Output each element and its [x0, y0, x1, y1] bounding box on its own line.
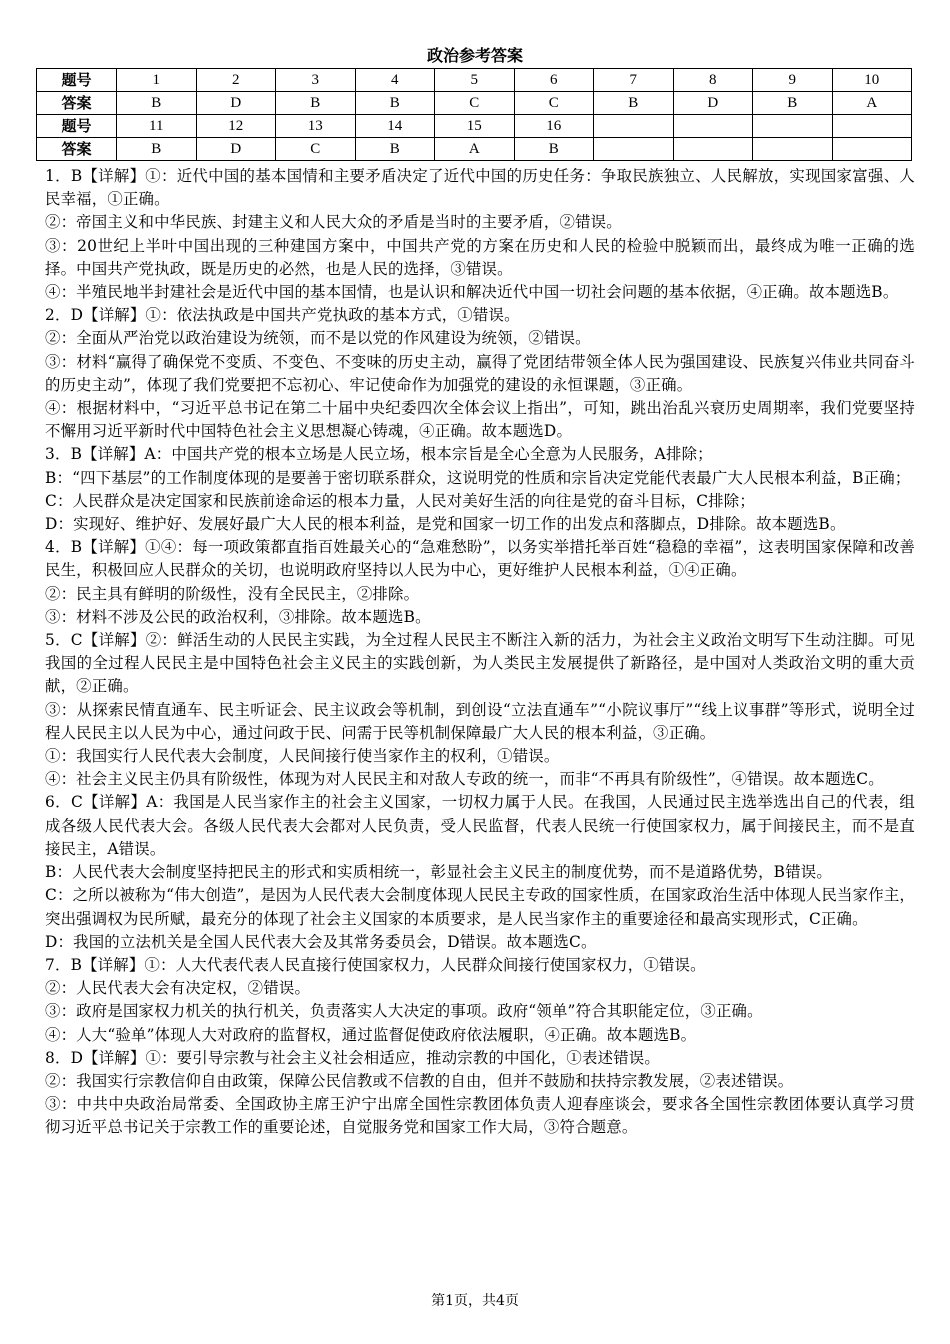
- explanation-paragraph: ③：20世纪上半叶中国出现的三种建国方案中，中国共产党的方案在历史和人民的检验中脱颖而出，最终成为唯一正确的选择。中国共产党执政，既是历史的必然，也是人民的选择，③错误。: [45, 236, 915, 278]
- answer-table-cell: 9: [753, 69, 833, 92]
- explanation-paragraph: ③：政府是国家权力机关的执行机关，负责落实人大决定的事项。政府“领单”符合其职能定位，③正确。: [45, 1002, 763, 1021]
- answer-table-cell: B: [753, 92, 833, 115]
- answer-table-cell: [594, 138, 674, 161]
- answer-table-cell: [753, 115, 833, 138]
- answer-table-cell: D: [196, 138, 276, 161]
- explanation-paragraph: ①：我国实行人民代表大会制度，人民间接行使当家作主的权利，①错误。: [45, 747, 560, 766]
- answer-table-cell: B: [594, 92, 674, 115]
- explanation-paragraph: ②：民主具有鲜明的阶级性，没有全民民主，②排除。: [45, 584, 420, 603]
- answer-table-row: [37, 138, 912, 161]
- answer-table-cell: C: [514, 92, 594, 115]
- explanation-paragraph: 1．B【详解】①：近代中国的基本国情和主要矛盾决定了近代中国的历史任务：争取民族独立、人民解放，实现国家富强、人民幸福，①正确。: [45, 167, 915, 209]
- row-header-cell: 答案: [37, 138, 117, 161]
- explanation-paragraph: 7．B【详解】①：人大代表代表人民直接行使国家权力，人民群众间接行使国家权力，①错误。: [45, 955, 706, 974]
- explanation-paragraph: ②：全面从严治党以政治建设为统领，而不是以党的作风建设为统领，②错误。: [45, 329, 591, 348]
- explanation-paragraph: ②：我国实行宗教信仰自由政策，保障公民信教或不信教的自由，但并不鼓励和扶持宗教发展，②表述错误。: [45, 1071, 794, 1090]
- explanation-paragraph: ②：帝国主义和中华民族、封建主义和人民大众的矛盾是当时的主要矛盾，②错误。: [45, 213, 622, 232]
- page-footer: 第1页，共4页: [431, 1293, 519, 1309]
- answer-table-cell: 15: [435, 115, 515, 138]
- answer-table-cell: 7: [594, 69, 674, 92]
- explanation-paragraph: 6．C【详解】A：我国是人民当家作主的社会主义国家，一切权力属于人民。在我国，人民通过民主选举选出自己的代表，组成各级人民代表大会。各级人民代表大会都对人民负责，受人民监督，代表人民统一行使国家权力，属于间接民主，而不是直接民主，A错误。: [45, 793, 915, 858]
- answer-table-cell: B: [276, 92, 356, 115]
- explanation-paragraph: ④：社会主义民主仍具有阶级性，体现为对人民民主和对敌人专政的统一，而非“不再具有阶级性”，④错误。故本题选C。: [45, 770, 884, 789]
- explanation-paragraph: B：“四下基层”的工作制度体现的是要善于密切联系群众，这说明党的性质和宗旨决定党能代表最广大人民根本利益，B正确；: [45, 468, 911, 487]
- explanation-paragraph: ②：人民代表大会有决定权，②错误。: [45, 979, 311, 998]
- explanation-paragraph: 2．D【详解】①：依法执政是中国共产党执政的基本方式，①错误。: [45, 306, 520, 325]
- answer-table-cell: [753, 138, 833, 161]
- explanation-paragraph: ③：从探索民情直通车、民主听证会、民主议政会等机制，到创设“立法直通车”“小院议事厅”“线上议事群”等形式，说明全过程人民民主以人民为中心，通过问政于民、问需于民等机制保障最广大人民的根本利益，③正确。: [45, 700, 915, 742]
- answer-table-cell: B: [514, 138, 594, 161]
- answer-table-cell: D: [673, 92, 753, 115]
- page-title: 政治参考答案: [426, 46, 523, 65]
- explanation-paragraph: ④：半殖民地半封建社会是近代中国的基本国情，也是认识和解决近代中国一切社会问题的基本依据，④正确。故本题选B。: [45, 283, 899, 302]
- answer-table-row: [37, 92, 912, 115]
- row-header-cell: 题号: [37, 115, 117, 138]
- row-header-cell: 题号: [37, 69, 117, 92]
- answer-table-cell: 2: [196, 69, 276, 92]
- answer-table-cell: [832, 138, 912, 161]
- answer-explanations: [45, 165, 915, 1140]
- explanation-paragraph: 4．B【详解】①④：每一项政策都直指百姓最关心的“急难愁盼”，以务实举措托举百姓“稳稳的幸福”，这表明国家保障和改善民生，积极回应人民群众的关切，也说明政府坚持以人民为中心，更好维护人民根本利益，①④正确。: [45, 538, 915, 580]
- explanation-paragraph: ④：人大“验单”体现人大对政府的监督权，通过监督促使政府依法履职，④正确。故本题选B。: [45, 1025, 697, 1044]
- answer-table-row: [37, 69, 912, 92]
- answer-table-cell: A: [435, 138, 515, 161]
- explanation-paragraph: ③：材料不涉及公民的政治权利，③排除。故本题选B。: [45, 607, 431, 626]
- explanation-paragraph: B：人民代表大会制度坚持把民主的形式和实质相统一，彰显社会主义民主的制度优势，而不是道路优势，B错误。: [45, 863, 832, 882]
- answer-table-cell: 11: [117, 115, 197, 138]
- answer-table-cell: 1: [117, 69, 197, 92]
- explanation-paragraph: C：之所以被称为“伟大创造”，是因为人民代表大会制度体现人民民主专政的国家性质，在国家政治生活中体现人民当家作主，突出强调权为民所赋，最充分的体现了社会主义国家的本质要求，是人民当家作主的重要途径和最高实现形式，C正确。: [45, 886, 916, 928]
- explanation-paragraph: 5．C【详解】②：鲜活生动的人民民主实践，为全过程人民民主不断注入新的活力，为社会主义政治文明写下生动注脚。可见我国的全过程人民民主是中国特色社会主义民主的实践创新，为人类民主发展提供了新路径，是中国对人类政治文明的重大贡献，②正确。: [45, 631, 915, 696]
- answer-table-cell: [673, 115, 753, 138]
- explanation-paragraph: 8．D【详解】①：要引导宗教与社会主义社会相适应，推动宗教的中国化，①表述错误。: [45, 1048, 660, 1067]
- answer-table-cell: B: [117, 92, 197, 115]
- explanation-paragraph: D：我国的立法机关是全国人民代表大会及其常务委员会，D错误。故本题选C。: [45, 932, 597, 951]
- answer-table-cell: 10: [832, 69, 912, 92]
- answer-table-cell: 6: [514, 69, 594, 92]
- answer-table-cell: B: [355, 138, 435, 161]
- answer-table-cell: [594, 115, 674, 138]
- answer-table-cell: 8: [673, 69, 753, 92]
- answer-table-cell: 14: [355, 115, 435, 138]
- answer-table-cell: [673, 138, 753, 161]
- answer-table-cell: 3: [276, 69, 356, 92]
- answer-table-cell: 16: [514, 115, 594, 138]
- explanation-paragraph: D：实现好、维护好、发展好最广大人民的根本利益，是党和国家一切工作的出发点和落脚点，D排除。故本题选B。: [45, 515, 846, 534]
- answer-table-cell: 4: [355, 69, 435, 92]
- answer-table-cell: 12: [196, 115, 276, 138]
- answer-table-cell: B: [117, 138, 197, 161]
- explanation-paragraph: ④：根据材料中，“习近平总书记在第二十届中央纪委四次全体会议上指出”，可知，跳出治乱兴衰历史周期率，我们党要坚持不懈用习近平新时代中国特色社会主义思想凝心铸魂，④正确。故本题选D。: [45, 399, 915, 441]
- explanation-paragraph: 3．B【详解】A：中国共产党的根本立场是人民立场，根本宗旨是全心全意为人民服务，A排除；: [45, 445, 713, 464]
- answer-table: [36, 68, 912, 161]
- answer-table-cell: B: [355, 92, 435, 115]
- answer-table-cell: D: [196, 92, 276, 115]
- row-header-cell: 答案: [37, 92, 117, 115]
- answer-table-cell: A: [832, 92, 912, 115]
- answer-table-cell: C: [435, 92, 515, 115]
- answer-table-cell: [832, 115, 912, 138]
- answer-table-row: [37, 115, 912, 138]
- explanation-paragraph: C：人民群众是决定国家和民族前途命运的根本力量，人民对美好生活的向往是党的奋斗目标，C排除；: [45, 491, 755, 510]
- explanation-paragraph: ③：材料“赢得了确保党不变质、不变色、不变味的历史主动，赢得了党团结带领全体人民为强国建设、民族复兴伟业共同奋斗的历史主动”，体现了我们党要把不忘初心、牢记使命作为加强党的建设的永恒课题，③正确。: [45, 352, 915, 394]
- answer-table-cell: 13: [276, 115, 356, 138]
- explanation-paragraph: ③：中共中央政治局常委、全国政协主席王沪宁出席全国性宗教团体负责人迎春座谈会，要求各全国性宗教团体要认真学习贯彻习近平总书记关于宗教工作的重要论述，自觉服务党和国家工作大局，③符合题意。: [45, 1095, 915, 1137]
- answer-table-cell: 5: [435, 69, 515, 92]
- answer-table-cell: C: [276, 138, 356, 161]
